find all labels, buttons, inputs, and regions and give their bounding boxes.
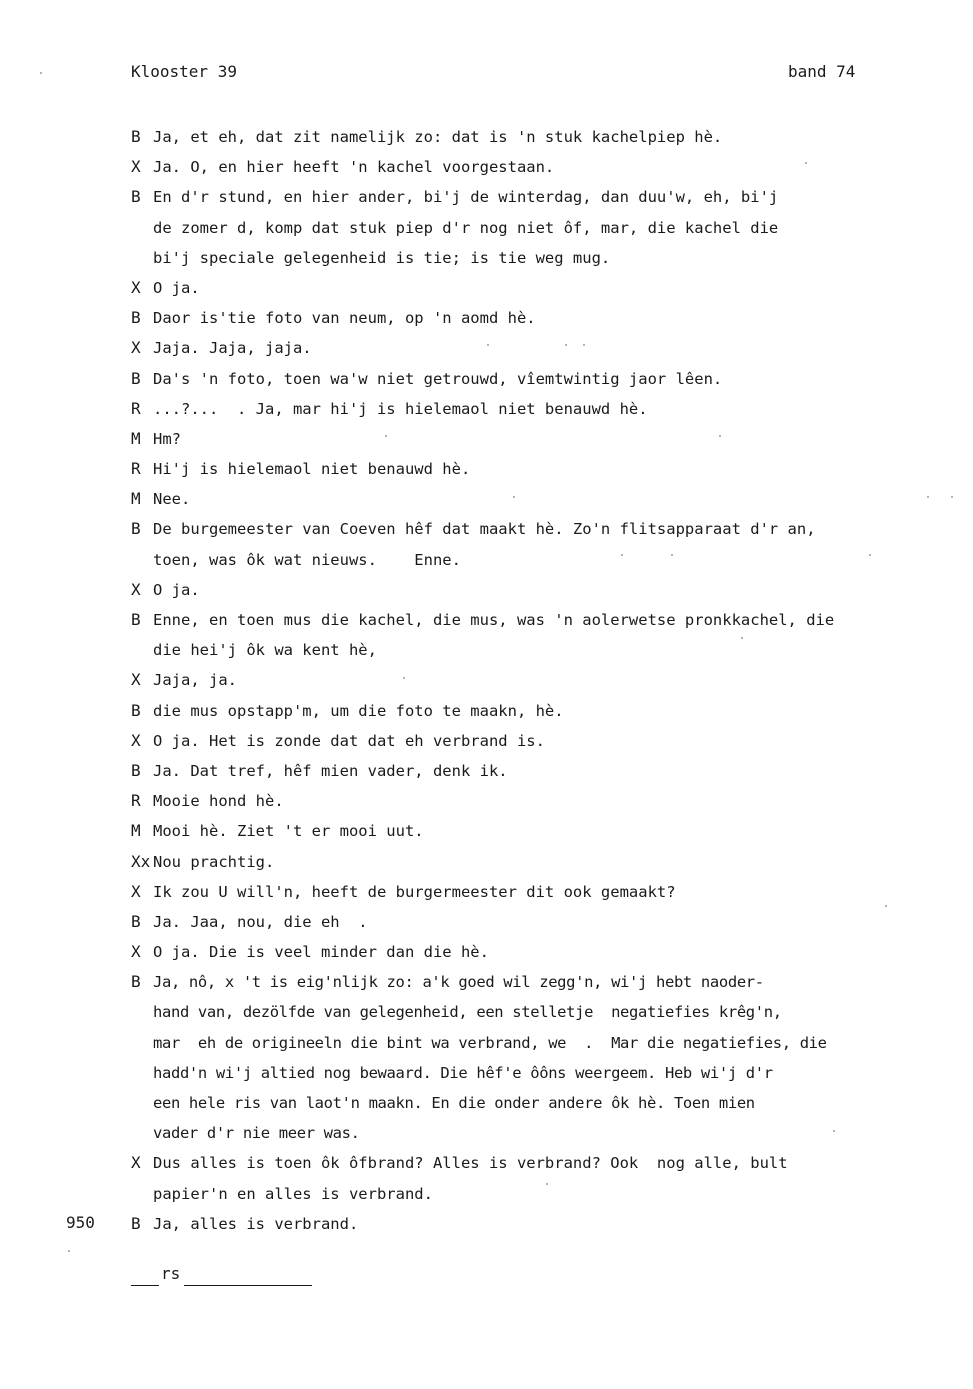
utterance-line: Ja, nô, x 't is eig'nlijk zo: a'k goed wil zegg'n, wi'j hebt naoder- bbox=[153, 973, 764, 992]
utterance-continuation: hand van, dezölfde van gelegenheid, een stelletje negatiefies krêg'n, bbox=[153, 1003, 782, 1022]
speaker-label: X bbox=[131, 338, 141, 358]
speaker-label: B bbox=[131, 972, 141, 992]
utterance-line: Jaja. Jaja, jaja. bbox=[153, 339, 312, 358]
utterance-line: O ja. Die is veel minder dan die hè. bbox=[153, 943, 489, 962]
utterance-line: Daor is'tie foto van neum, op 'n aomd hè. bbox=[153, 309, 536, 328]
speaker-label: Xx bbox=[131, 851, 151, 871]
utterance-line: Ja. O, en hier heeft 'n kachel voorgestaan. bbox=[153, 158, 555, 177]
transcript-turn bbox=[0, 877, 973, 907]
transcript-turn bbox=[0, 303, 973, 333]
utterance-line: Ja, alles is verbrand. bbox=[153, 1214, 359, 1233]
utterance-line: Enne, en toen mus die kachel, die mus, was 'n aolerwetse pronkkachel, die bbox=[153, 611, 835, 629]
transcript-turn bbox=[0, 696, 973, 726]
speaker-label: B bbox=[131, 700, 141, 720]
transcript-turn bbox=[0, 122, 973, 152]
speaker-label: B bbox=[131, 610, 141, 629]
transcript-turn bbox=[0, 1209, 973, 1239]
speaker-label: R bbox=[131, 459, 141, 479]
speaker-label: M bbox=[131, 821, 141, 841]
speaker-label: B bbox=[131, 519, 141, 539]
scan-speck bbox=[833, 1130, 835, 1132]
scan-speck bbox=[741, 637, 743, 639]
transcript-turn bbox=[0, 484, 973, 514]
utterance-line: Jaja, ja. bbox=[153, 671, 237, 690]
utterance-continuation: vader d'r nie meer was. bbox=[153, 1124, 360, 1143]
transcript-turn bbox=[0, 394, 973, 424]
scan-speck bbox=[869, 554, 871, 556]
utterance-line: Ja. Dat tref, hêf mien vader, denk ik. bbox=[153, 761, 508, 780]
margin-line-number: 950 bbox=[66, 1213, 95, 1232]
utterance-line: De burgemeester van Coeven hêf dat maakt hè. Zo'n flitsapparaat d'r an, bbox=[153, 520, 816, 539]
transcript-turn bbox=[0, 364, 973, 394]
transcript-turn bbox=[0, 786, 973, 816]
signature-rule-right bbox=[184, 1267, 312, 1286]
utterance-line: Dus alles is toen ôk ôfbrand? Alles is verbrand? Ook nog alle, bult bbox=[153, 1154, 788, 1173]
speaker-label: X bbox=[131, 881, 141, 901]
utterance-line: Mooie hond hè. bbox=[153, 792, 284, 811]
header-tape-number: band 74 bbox=[788, 62, 856, 81]
speaker-label: X bbox=[131, 730, 141, 750]
utterance-line: Mooi hè. Ziet 't er mooi uut. bbox=[153, 822, 424, 841]
transcript-turn bbox=[0, 907, 973, 937]
scan-speck bbox=[583, 344, 585, 346]
scan-speck bbox=[546, 1183, 548, 1185]
transcript-turn bbox=[0, 726, 973, 756]
scan-speck bbox=[487, 344, 489, 346]
transcript-turn bbox=[0, 847, 973, 877]
scan-speck bbox=[671, 554, 673, 556]
transcript-turn bbox=[0, 665, 973, 695]
scan-speck bbox=[68, 1250, 70, 1252]
speaker-label: B bbox=[131, 911, 141, 931]
transcript-body bbox=[0, 122, 973, 1239]
speaker-label: B bbox=[131, 760, 141, 780]
scan-speck bbox=[621, 554, 623, 556]
utterance-continuation: hadd'n wi'j altied nog bewaard. Die hêf'e ôôns weergeem. Heb wi'j d'r bbox=[153, 1063, 773, 1082]
transcript-turn bbox=[0, 967, 973, 1148]
speaker-label: B bbox=[131, 308, 141, 328]
speaker-label: X bbox=[131, 1153, 141, 1173]
transcript-turn bbox=[0, 152, 973, 182]
speaker-label: B bbox=[131, 127, 141, 146]
scan-speck bbox=[927, 496, 929, 498]
utterance-line: ...?... . Ja, mar hi'j is hielemaol niet benauwd hè. bbox=[153, 399, 648, 418]
scan-speck bbox=[513, 496, 515, 498]
speaker-label: B bbox=[131, 187, 141, 207]
utterance-continuation: die hei'j ôk wa kent hè, bbox=[153, 641, 377, 660]
utterance-continuation: een hele ris van laot'n maakn. En die onder andere ôk hè. Toen mien bbox=[153, 1094, 755, 1112]
scan-speck bbox=[719, 435, 721, 437]
speaker-label: M bbox=[131, 489, 141, 509]
speaker-label: X bbox=[131, 579, 141, 599]
transcript-turn bbox=[0, 273, 973, 303]
utterance-continuation: de zomer d, komp dat stuk piep d'r nog niet ôf, mar, die kachel die bbox=[153, 218, 779, 237]
speaker-label: X bbox=[131, 277, 141, 297]
speaker-label: X bbox=[131, 670, 141, 690]
scan-speck bbox=[565, 344, 567, 346]
transcript-turn bbox=[0, 816, 973, 846]
utterance-line: Ik zou U will'n, heeft de burgermeester dit ook gemaakt? bbox=[153, 882, 676, 901]
scan-speck bbox=[951, 496, 953, 498]
speaker-label: R bbox=[131, 791, 141, 811]
header-title: Klooster 39 bbox=[131, 62, 237, 81]
utterance-continuation: papier'n en alles is verbrand. bbox=[153, 1184, 433, 1203]
scan-speck bbox=[385, 435, 387, 437]
utterance-continuation: mar eh de origineeln die bint wa verbrand, we . Mar die negatiefies, die bbox=[153, 1033, 827, 1052]
transcript-turn bbox=[0, 605, 973, 665]
transcript-turn bbox=[0, 1148, 973, 1208]
utterance-line: O ja. bbox=[153, 278, 200, 297]
transcript-turn bbox=[0, 514, 973, 574]
utterance-line: Nou prachtig. bbox=[153, 852, 275, 871]
utterance-line: Hi'j is hielemaol niet benauwd hè. bbox=[153, 460, 471, 479]
utterance-continuation: toen, was ôk wat nieuws. Enne. bbox=[153, 550, 461, 569]
scan-speck bbox=[40, 72, 42, 74]
speaker-label: R bbox=[131, 398, 141, 418]
transcript-turn bbox=[0, 575, 973, 605]
utterance-line: Nee. bbox=[153, 490, 191, 509]
signature-rule-left bbox=[131, 1267, 159, 1286]
utterance-line: die mus opstapp'm, um die foto te maakn, hè. bbox=[153, 701, 564, 720]
transcript-turn bbox=[0, 937, 973, 967]
footer-signature bbox=[131, 1262, 312, 1286]
speaker-label: X bbox=[131, 942, 141, 962]
speaker-label: M bbox=[131, 428, 141, 448]
scan-speck bbox=[805, 162, 807, 164]
transcript-turn bbox=[0, 333, 973, 363]
speaker-label: B bbox=[131, 368, 141, 388]
transcript-turn bbox=[0, 756, 973, 786]
transcript-turn bbox=[0, 424, 973, 454]
utterance-line: O ja. Het is zonde dat dat eh verbrand is. bbox=[153, 731, 545, 750]
scan-speck bbox=[885, 905, 887, 907]
utterance-line: En d'r stund, en hier ander, bi'j de winterdag, dan duu'w, eh, bi'j bbox=[153, 188, 779, 207]
utterance-continuation: bi'j speciale gelegenheid is tie; is tie weg mug. bbox=[153, 248, 611, 267]
transcript-turn bbox=[0, 182, 973, 273]
utterance-line: Hm? bbox=[153, 429, 181, 448]
utterance-line: Ja, et eh, dat zit namelijk zo: dat is 'n stuk kachelpiep hè. bbox=[153, 128, 723, 146]
speaker-label: X bbox=[131, 157, 141, 177]
speaker-label: B bbox=[131, 1213, 141, 1233]
utterance-line: Da's 'n foto, toen wa'w niet getrouwd, vîemtwintig jaor lêen. bbox=[153, 369, 723, 388]
footer-initials: rs bbox=[161, 1264, 181, 1283]
transcript-turn bbox=[0, 454, 973, 484]
utterance-line: O ja. bbox=[153, 580, 200, 599]
scan-speck bbox=[403, 677, 405, 679]
utterance-line: Ja. Jaa, nou, die eh . bbox=[153, 912, 368, 931]
